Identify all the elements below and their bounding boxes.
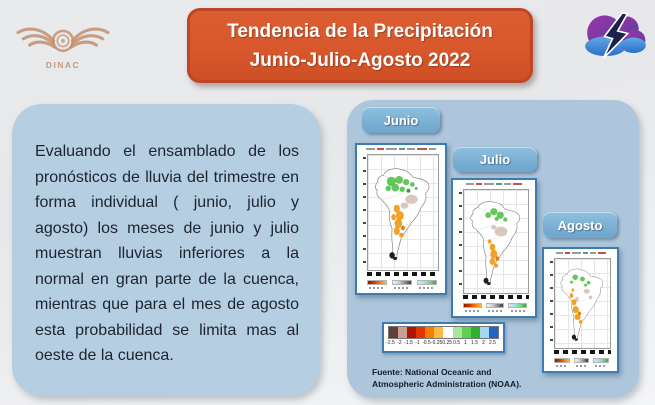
mini-colorbar-below-normal	[463, 303, 482, 308]
month-button-junio[interactable]: Junio	[362, 107, 440, 133]
legend-tick-label: -2.5	[386, 340, 395, 346]
legend-tick-label: -2	[397, 340, 402, 346]
mini-colorbar-above-normal	[508, 303, 527, 308]
storm-cloud-icon	[582, 7, 650, 67]
source-line-2: Atmospheric Administration (NOAA).	[372, 379, 522, 389]
legend-tick-label: -1	[415, 340, 420, 346]
map-mini-colorbars	[463, 303, 527, 308]
map-plot-agosto	[554, 258, 611, 349]
map-card-junio	[355, 143, 447, 295]
legend-cell	[398, 327, 407, 338]
legend-tick-label: 0.5	[453, 340, 461, 346]
legend-cell	[480, 327, 489, 338]
map-fineprint	[453, 180, 535, 188]
legend-tick-label: -1.5	[404, 340, 413, 346]
legend-tick-label: 1	[464, 340, 467, 346]
legend-cell	[453, 327, 462, 338]
map-plot-junio	[367, 154, 439, 271]
legend-tick-label: 2.5	[489, 340, 496, 346]
mini-colorbar-above-normal	[593, 358, 609, 363]
map-x-axis	[463, 295, 529, 299]
mini-colorbar-normal	[574, 358, 590, 363]
legend-cell	[443, 327, 452, 338]
map-card-agosto	[542, 247, 619, 373]
south-america-map	[464, 190, 528, 293]
south-america-map	[555, 259, 610, 348]
legend-colorbar	[388, 326, 499, 339]
map-fineprint	[544, 249, 617, 257]
legend-cell	[462, 327, 471, 338]
dinac-logo-label: DINAC	[45, 60, 81, 71]
legend-labels	[388, 340, 499, 346]
source-attribution	[372, 366, 542, 390]
month-button-agosto[interactable]: Agosto	[543, 212, 617, 238]
legend-tick-label: 1.5	[471, 340, 478, 346]
anomaly-legend	[382, 322, 505, 353]
legend-cell	[389, 327, 398, 338]
map-mini-colorbars	[367, 280, 437, 285]
legend-cell	[407, 327, 416, 338]
legend-tick-label: 0.25	[442, 340, 453, 346]
mini-colorbar-normal	[392, 280, 412, 285]
title-line-1: Tendencia de la Precipitación	[227, 20, 493, 42]
mini-colorbar-below-normal	[554, 358, 570, 363]
legend-tick-label: -0.25	[430, 340, 443, 346]
legend-cell	[471, 327, 480, 338]
map-card-julio	[451, 178, 537, 318]
mini-colorbar-normal	[486, 303, 505, 308]
month-button-julio[interactable]: Julio	[453, 147, 537, 172]
map-fineprint	[357, 145, 445, 153]
title-line-2: Junio-Julio-Agosto 2022	[249, 49, 471, 71]
legend-cell	[489, 327, 498, 338]
legend-cell	[434, 327, 443, 338]
mini-colorbar-below-normal	[367, 280, 387, 285]
dinac-logo-icon	[16, 12, 110, 76]
map-x-axis	[554, 350, 611, 354]
title-banner	[187, 8, 533, 83]
map-x-axis	[367, 272, 439, 276]
legend-cell	[416, 327, 425, 338]
legend-tick-label: -0.5	[422, 340, 431, 346]
map-mini-colorbars	[554, 358, 609, 363]
summary-panel	[12, 104, 320, 396]
summary-text: Evaluando el ensamblado de los pronósticos de lluvia del trimestre en forma individual ( junio, julio y agosto) los meses de junio y julio muestran lluvias inferiores a la normal en gran parte de la cuenca, mientras que para el mes de agosto esta probabilidad se limita mas al oeste de la cuenca.	[35, 143, 299, 364]
source-line-1: Fuente: National Oceanic and	[372, 367, 492, 377]
map-plot-julio	[463, 189, 529, 294]
legend-tick-label: 2	[482, 340, 485, 346]
mini-colorbar-above-normal	[417, 280, 437, 285]
legend-cell	[425, 327, 434, 338]
south-america-map	[368, 155, 438, 270]
